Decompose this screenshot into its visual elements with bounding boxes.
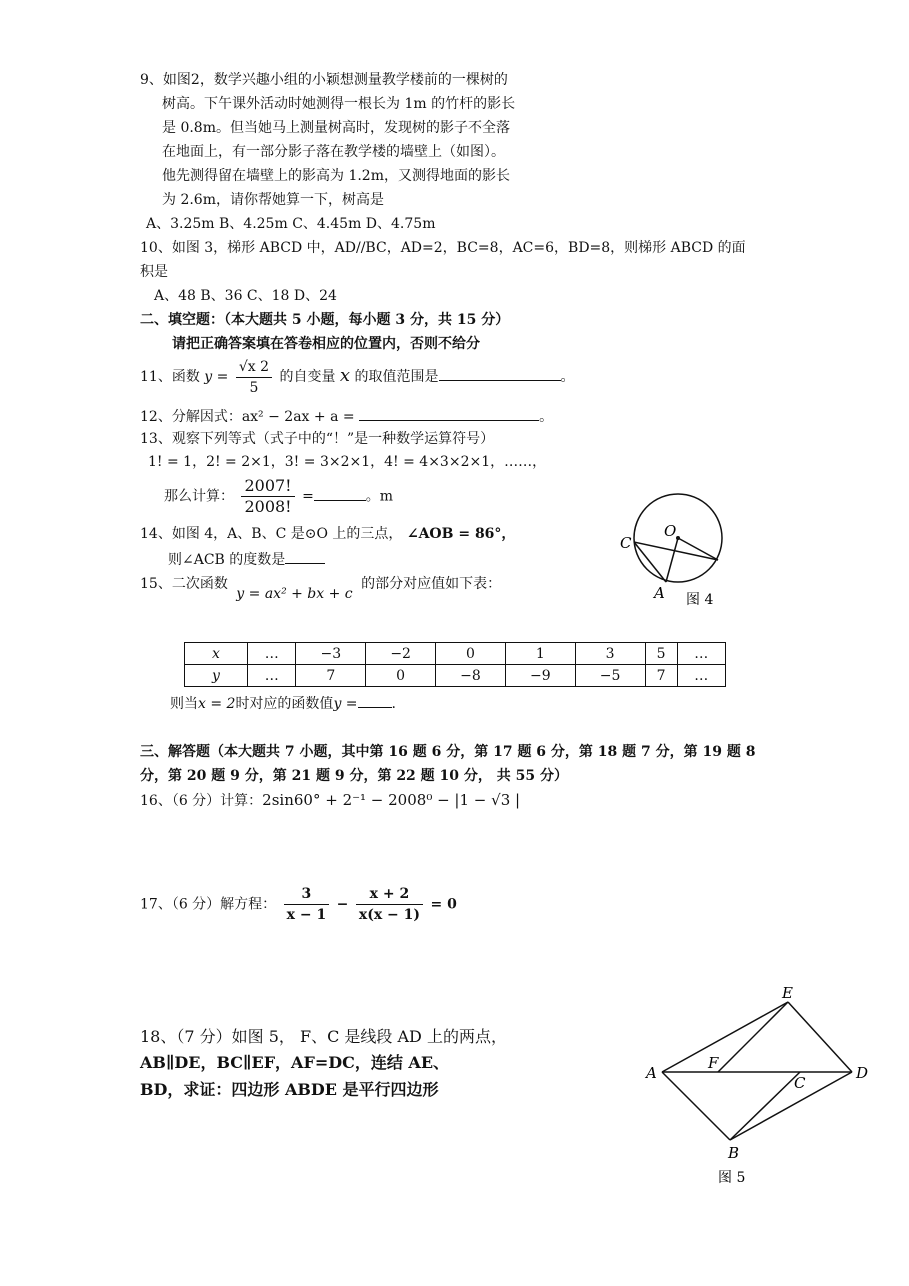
q17-fraction-2-denominator: x(x − 1) bbox=[358, 907, 421, 923]
table-cell: 1 bbox=[505, 643, 575, 665]
table-cell: 0 bbox=[366, 665, 436, 687]
segment-BD bbox=[730, 1072, 852, 1140]
q17-fraction-2-numerator: x + 2 bbox=[356, 884, 423, 905]
q13-line-1: 13、观察下列等式（式子中的“！”是一种数学运算符号） bbox=[140, 431, 495, 447]
q11-middle: 的自变量 bbox=[279, 369, 336, 385]
q12-answer-blank bbox=[359, 405, 539, 421]
q17-fraction-1-denominator: x − 1 bbox=[286, 907, 327, 923]
q15-formula: y = ax² + bx + c bbox=[236, 586, 353, 602]
segment-EF bbox=[718, 1002, 788, 1072]
q11-suffix: 的取值范围是 bbox=[354, 369, 439, 385]
q13-line-2: 1! = 1，2! = 2×1，3! = 3×2×1，4! = 4×3×2×1，……， bbox=[148, 454, 547, 470]
segment-AE bbox=[662, 1002, 788, 1072]
q15-prefix: 15、二次函数 bbox=[140, 576, 228, 592]
q13-prefix: 那么计算： bbox=[164, 488, 234, 505]
q17-equals-zero: = 0 bbox=[430, 896, 457, 913]
q10-line-1: 10、如图 3，梯形 ABCD 中，AD//BC，AD=2，BC=8，AC=6，BD=8，则梯形 ABCD 的面 bbox=[140, 240, 746, 256]
label-A: A bbox=[654, 584, 665, 602]
table-cell: x bbox=[185, 643, 248, 665]
q15-after-cond: x = 2 bbox=[198, 696, 236, 712]
q9-line-1: 9、如图2，数学兴趣小组的小颖想测量教学楼前的一棵树的 bbox=[140, 72, 508, 88]
label-C: C bbox=[794, 1074, 806, 1092]
q13-answer-blank bbox=[314, 485, 366, 501]
q11-end: 。 bbox=[560, 369, 575, 385]
label-A: A bbox=[646, 1064, 657, 1082]
q12-text: 12、分解因式：ax² − 2ax + a = bbox=[140, 409, 355, 425]
segment-ED bbox=[788, 1002, 852, 1072]
table-cell: 0 bbox=[436, 643, 506, 665]
q12-end: 。 bbox=[539, 409, 554, 425]
q9-line-2: 树高。下午课外活动时她测得一根长为 1m 的竹杆的影长 bbox=[162, 96, 516, 112]
table-cell: y bbox=[185, 665, 248, 687]
q11-denominator: 5 bbox=[249, 379, 259, 396]
q15-after-prefix: 则当 bbox=[170, 696, 198, 712]
label-C: C bbox=[620, 534, 632, 552]
q13-numerator: 2007! bbox=[241, 476, 294, 497]
figure-4-circle bbox=[600, 490, 750, 620]
table-cell: 7 bbox=[645, 665, 677, 687]
q16-expression: 2sin60° + 2⁻¹ − 2008⁰ − |1 − √3 | bbox=[262, 791, 521, 809]
figure-5-caption: 图 5 bbox=[718, 1170, 746, 1186]
q14-angle: ∠AOB = 86°， bbox=[406, 526, 516, 542]
label-E: E bbox=[782, 984, 793, 1002]
q11-var: x bbox=[339, 365, 351, 386]
q15-suffix: 的部分对应值如下表： bbox=[361, 576, 502, 592]
q11-y: y = bbox=[204, 369, 229, 385]
table-cell: … bbox=[248, 643, 296, 665]
q12-line bbox=[140, 405, 553, 427]
label-B: B bbox=[728, 1144, 740, 1162]
q14-question: 则∠ACB 的度数是 bbox=[168, 552, 286, 568]
table-cell: −8 bbox=[436, 665, 506, 687]
label-F: F bbox=[708, 1054, 719, 1072]
q11-line bbox=[140, 356, 575, 398]
q16-prefix: 16、（6 分）计算： bbox=[140, 793, 263, 809]
q15-line bbox=[140, 574, 502, 602]
table-cell: 3 bbox=[575, 643, 645, 665]
q15-followup bbox=[170, 692, 396, 714]
segment-AB bbox=[662, 1072, 730, 1140]
q14-text: 14、如图 4，A、B、C 是⊙O 上的三点， bbox=[140, 526, 403, 542]
q13-line-3 bbox=[164, 476, 393, 517]
table-cell: … bbox=[677, 665, 725, 687]
q15-after-mid: 时对应的函数值 bbox=[235, 696, 334, 712]
q13-suffix: 。m bbox=[365, 488, 394, 505]
section2-note: 请把正确答案填在答卷相应的位置内，否则不给分 bbox=[172, 336, 480, 352]
q9-line-3: 是 0.8m。但当她马上测量树高时，发现树的影子不全落 bbox=[162, 120, 510, 136]
q11-answer-blank bbox=[439, 365, 561, 381]
q18-line-3: BD，求证：四边形 ABDE 是平行四边形 bbox=[140, 1080, 439, 1099]
q17-prefix: 17、（6 分）解方程： bbox=[140, 896, 277, 913]
q9-line-5: 他先测得留在墙壁上的影高为 1.2m，又测得地面的影长 bbox=[162, 168, 510, 184]
q9-options: A、3.25m B、4.25m C、4.45m D、4.75m bbox=[146, 216, 436, 232]
q17-line bbox=[140, 884, 457, 925]
figure-5-quadrilateral bbox=[640, 982, 880, 1192]
table-cell: … bbox=[677, 643, 725, 665]
table-row-x bbox=[185, 643, 726, 665]
table-cell: … bbox=[248, 665, 296, 687]
q9-line-6: 为 2.6m，请你帮她算一下，树高是 bbox=[162, 192, 384, 208]
segment-OB bbox=[678, 538, 718, 560]
q15-after-end: . bbox=[391, 696, 396, 712]
q14-answer-blank bbox=[285, 548, 325, 564]
q15-after-y: y = bbox=[333, 696, 358, 712]
table-cell: 7 bbox=[296, 665, 366, 687]
figure-4-caption: 图 4 bbox=[686, 592, 714, 608]
q17-fraction-1-numerator: 3 bbox=[284, 884, 330, 905]
table-cell: −9 bbox=[505, 665, 575, 687]
q15-value-table bbox=[184, 642, 726, 687]
section2-title: 二、填空题：（本大题共 5 小题，每小题 3 分，共 15 分） bbox=[140, 312, 510, 328]
q17-fraction-2 bbox=[356, 884, 423, 925]
q13-denominator: 2008! bbox=[244, 497, 292, 516]
q13-fraction bbox=[241, 476, 294, 517]
q17-minus: − bbox=[336, 896, 349, 913]
q11-prefix: 11、函数 bbox=[140, 369, 200, 385]
label-D: D bbox=[856, 1064, 869, 1082]
q11-numerator: √x 2 bbox=[236, 357, 272, 378]
q10-line-2: 积是 bbox=[140, 264, 168, 280]
q17-fraction-1 bbox=[284, 884, 330, 925]
center-point bbox=[676, 536, 680, 540]
table-row-y bbox=[185, 665, 726, 687]
section3-line-1: 三、解答题（本大题共 7 小题，其中第 16 题 6 分，第 17 题 6 分，第 18 题 7 分，第 19 题 8 bbox=[140, 744, 756, 760]
q18-line-1: 18、（7 分）如图 5， F、C 是线段 AD 上的两点， bbox=[140, 1027, 507, 1046]
q11-fraction bbox=[236, 357, 272, 398]
q9-line-4: 在地面上，有一部分影子落在教学楼的墙壁上（如图）。 bbox=[162, 144, 505, 160]
q10-options: A、48 B、36 C、18 D、24 bbox=[154, 288, 337, 304]
q15-answer-blank bbox=[358, 692, 392, 708]
table-cell: 5 bbox=[645, 643, 677, 665]
q18-line-2: AB∥DE，BC∥EF，AF=DC，连结 AE、 bbox=[140, 1053, 450, 1072]
table-cell: −5 bbox=[575, 665, 645, 687]
q16-line bbox=[140, 790, 520, 811]
q14-line-1 bbox=[140, 524, 515, 544]
label-O: O bbox=[664, 522, 677, 540]
q14-line-2 bbox=[168, 548, 325, 570]
table-cell: −2 bbox=[366, 643, 436, 665]
section3-line-2: 分，第 20 题 9 分，第 21 题 9 分，第 22 题 10 分， 共 55 分） bbox=[140, 768, 569, 784]
q13-eq: = bbox=[302, 488, 314, 505]
table-cell: −3 bbox=[296, 643, 366, 665]
segment-OA bbox=[666, 538, 678, 582]
